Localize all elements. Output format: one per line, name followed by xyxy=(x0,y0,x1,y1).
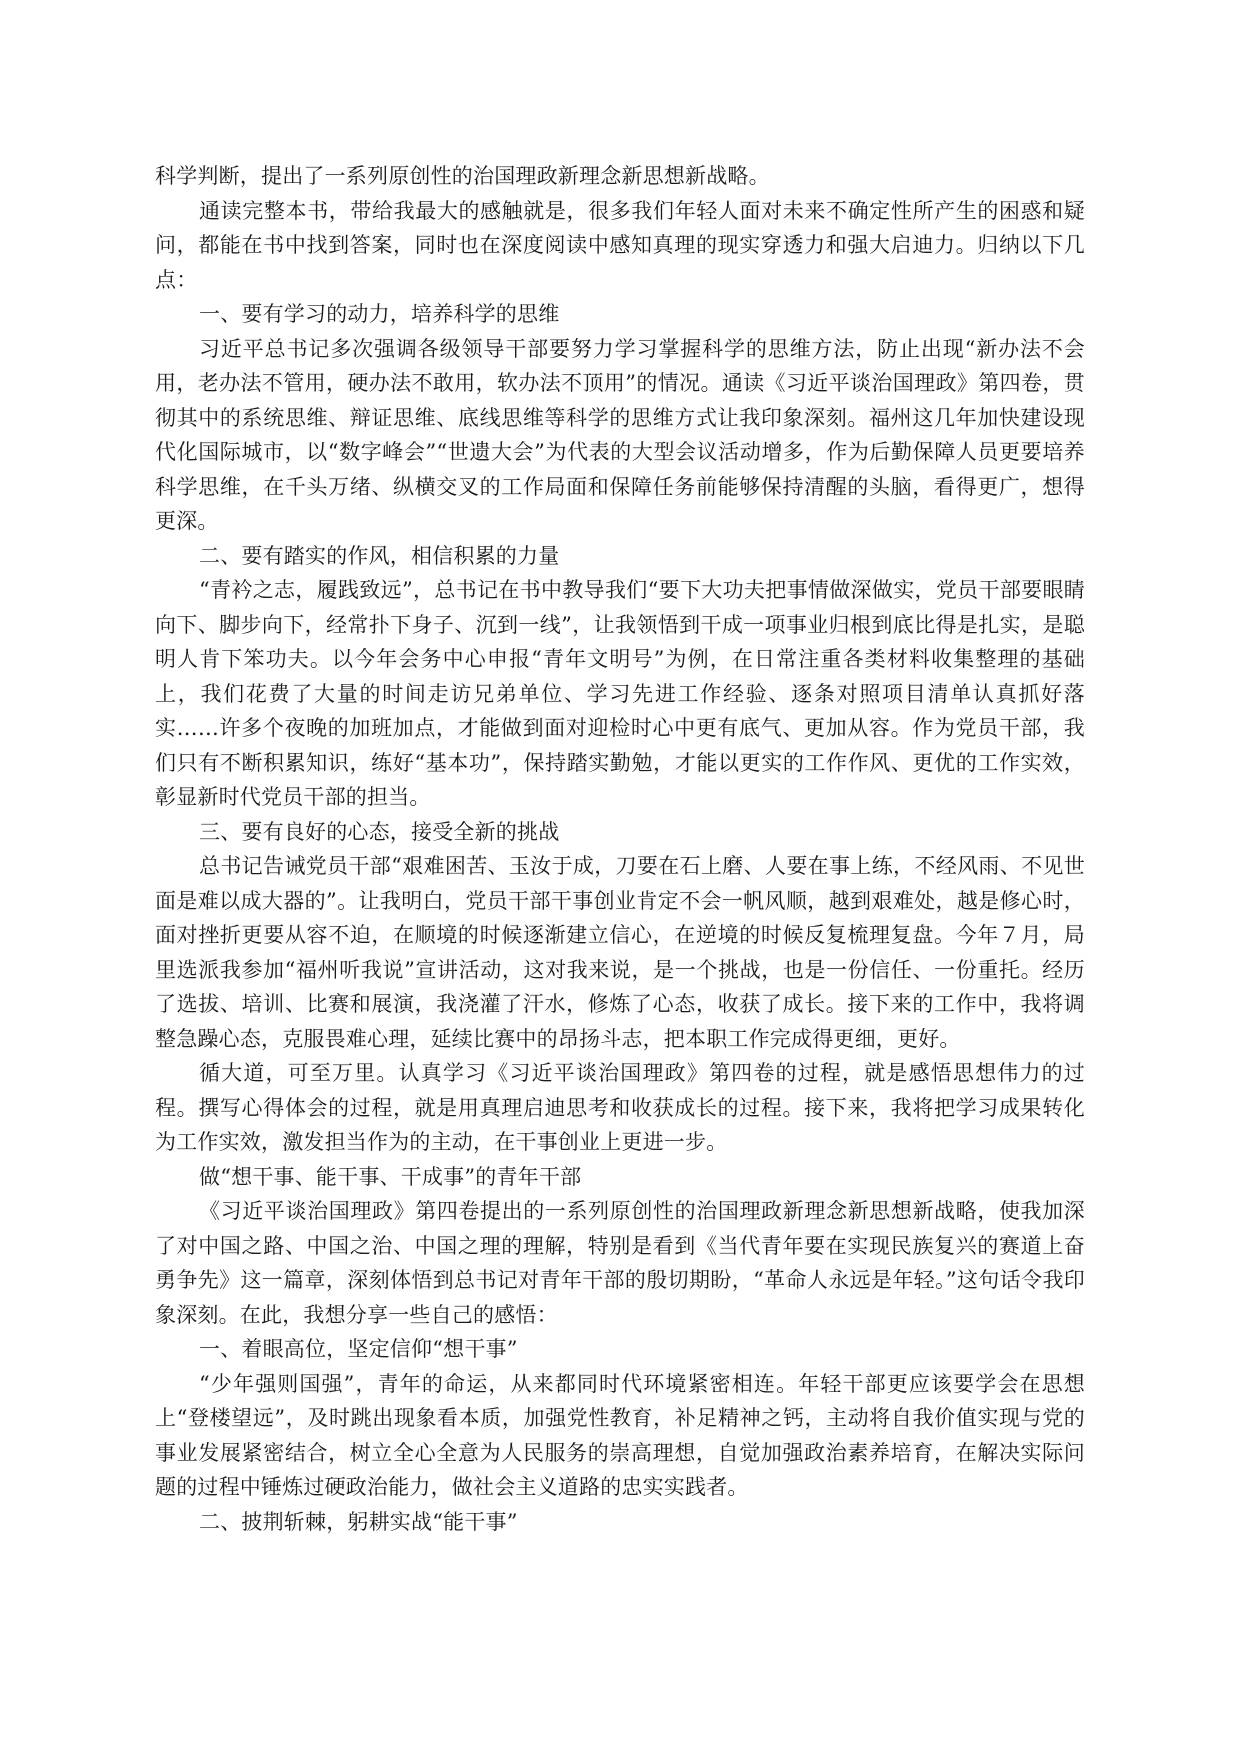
paragraph: 科学判断，提出了一系列原创性的治国理政新理念新思想新战略。 xyxy=(155,164,770,188)
paragraph: 总书记告诫党员干部“艰难困苦、玉汝于成，刀要在石上磨、人要在事上练，不经风雨、不见世面是难以成大器的”。让我明白，党员干部干事创业肯定不会一帆风顺，越到艰难处，越是修心时，面对挫折更要从容不迫，在顺境的时候逐渐建立信心，在逆境的时候反复梳理复盘。今年７月，局里选派我参加“福州听我说”宣讲活动，这对我来说，是一个挑战，也是一份信任、一份重托。经历了选拔、培训、比赛和展演，我浇灌了汗水，修炼了心态，收获了成长。接下来的工作中，我将调整急躁心态，克服畏难心理，延续比赛中的昂扬斗志，把本职工作完成得更细，更好。 xyxy=(155,854,1085,1051)
paragraph: 习近平总书记多次强调各级领导干部要努力学习掌握科学的思维方法，防止出现“新办法不会用，老办法不管用，硬办法不敢用，软办法不顶用”的情况。通读《习近平谈治国理政》第四卷，贯彻其中的系统思维、辩证思维、底线思维等科学的思维方式让我印象深刻。福州这几年加快建设现代化国际城市，以“数字峰会”“世遗大会”为代表的大型会议活动增多，作为后勤保障人员更要培养科学思维，在千头万绪、纵横交叉的工作局面和保障任务前能够保持清醒的头脑，看得更广，想得更深。 xyxy=(155,336,1085,533)
section-heading: 二、要有踏实的作风，相信积累的力量 xyxy=(199,543,560,568)
section-heading: 一、要有学习的动力，培养科学的思维 xyxy=(199,302,560,326)
section-heading: 三、要有良好的心态，接受全新的挑战 xyxy=(199,819,560,844)
paragraph: “青衿之志，履践致远”，总书记在书中教导我们“要下大功夫把事情做深做实，党员干部要眼睛向下、脚步向下，经常扑下身子、沉到一线”，让我领悟到干成一项事业归根到底比得是扎实，是聪明人肯下笨功夫。以今年会务中心申报“青年文明号”为例，在日常注重各类材料收集整理的基础上，我们花费了大量的时间走访兄弟单位、学习先进工作经验、逐条对照项目清单认真抓好落实……许多个夜晚的加班加点，才能做到面对迎检时心中更有底气、更加从容。作为党员干部，我们只有不断积累知识，练好“基本功”，保持踏实勤勉，才能以更实的工作作风、更优的工作实效，彰显新时代党员干部的担当。 xyxy=(155,578,1085,809)
paragraph: “少年强则国强”，青年的命运，从来都同时代环境紧密相连。年轻干部更应该要学会在思想上“登楼望远”，及时跳出现象看本质，加强党性教育，补足精神之钙，主动将自我价值实现与党的事业发展紧密结合，树立全心全意为人民服务的崇高理想，自觉加强政治素养培育，在解决实际问题的过程中锤炼过硬政治能力，做社会主义道路的忠实实践者。 xyxy=(155,1371,1085,1499)
paragraph: 循大道，可至万里。认真学习《习近平谈治国理政》第四卷的过程，就是感悟思想伟力的过程。撰写心得体会的过程，就是用真理启迪思考和收获成长的过程。接下来，我将把学习成果转化为工作实效，激发担当作为的主动，在干事创业上更进一步。 xyxy=(155,1061,1085,1154)
document-body xyxy=(155,159,1085,1539)
section-heading: 二、披荆斩棘，躬耕实战“能干事” xyxy=(199,1509,518,1534)
article-title: 做“想干事、能干事、干成事”的青年干部 xyxy=(199,1164,582,1189)
paragraph: 《习近平谈治国理政》第四卷提出的一系列原创性的治国理政新理念新思想新战略，使我加深了对中国之路、中国之治、中国之理的理解，特别是看到《当代青年要在实现民族复兴的赛道上奋勇争先》这一篇章，深刻体悟到总书记对青年干部的殷切期盼，“革命人永远是年轻。”这句话令我印象深刻。在此，我想分享一些自己的感悟： xyxy=(155,1199,1085,1327)
section-heading: 一、着眼高位，坚定信仰“想干事” xyxy=(199,1337,518,1361)
paragraph: 通读完整本书，带给我最大的感触就是，很多我们年轻人面对未来不确定性所产生的困惑和疑问，都能在书中找到答案，同时也在深度阅读中感知真理的现实穿透力和强大启迪力。归纳以下几点： xyxy=(155,198,1085,292)
